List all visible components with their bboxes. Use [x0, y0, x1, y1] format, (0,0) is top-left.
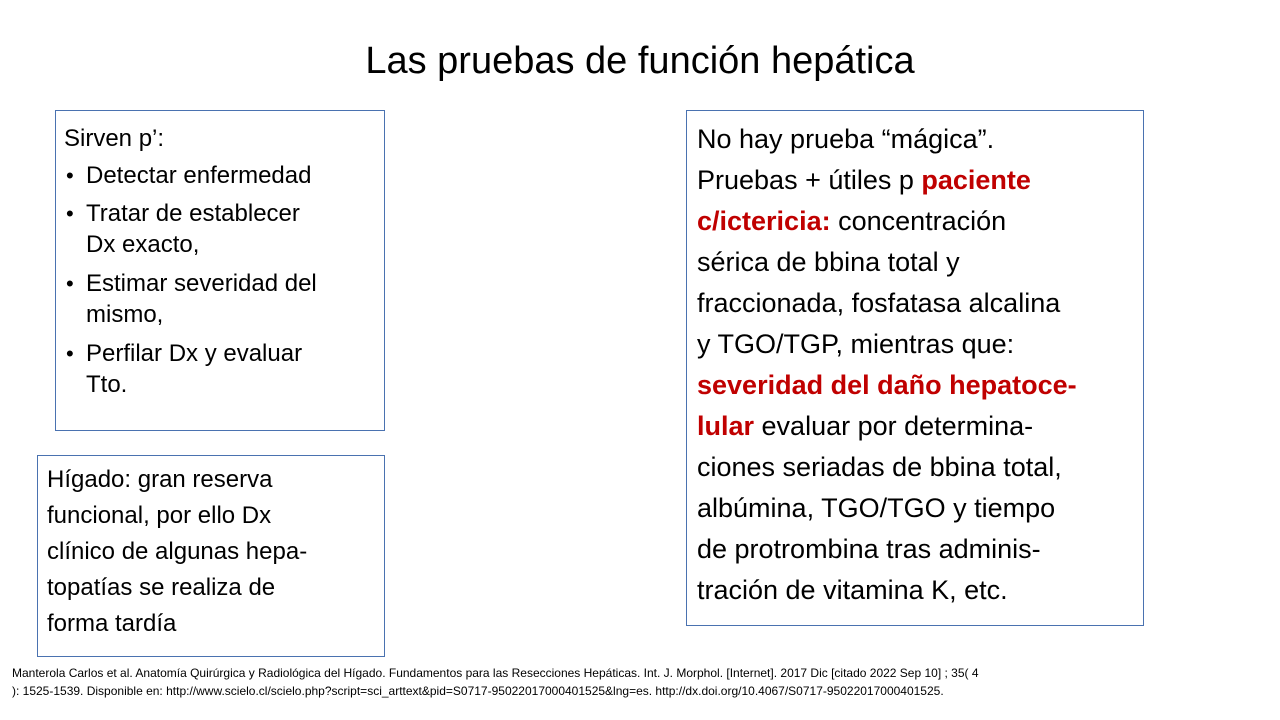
tests-line [697, 406, 1135, 447]
list-item [64, 265, 376, 331]
tests-text: concentración [830, 206, 1007, 236]
tests-line [697, 201, 1135, 242]
tests-line: albúmina, TGO/TGO y tiempo [697, 493, 1056, 523]
tests-line [697, 160, 1135, 201]
list-item-text-cont: Tto. [86, 371, 128, 398]
reference-line: Manterola Carlos et al. Anatomía Quirúrgica y Radiológica del Hígado. Fundamentos para las Resecciones Hepáticas. Int. J. Morphol. [Internet]. 2017 Dic [citado 2022 Sep 10] ; 35( 4 [12, 666, 979, 680]
bullet-icon: • [66, 271, 74, 296]
highlight-text: lular [697, 411, 755, 441]
uses-box [55, 110, 385, 431]
tests-box [686, 110, 1144, 626]
bullet-icon: • [66, 201, 74, 226]
tests-line: y TGO/TGP, mientras que: [697, 329, 1015, 359]
list-item-text: Perfilar Dx y evaluar [86, 340, 303, 367]
tests-line: No hay prueba “mágica”. [697, 124, 995, 154]
list-item-text: Detectar enfermedad [86, 162, 312, 189]
liver-line: topatías se realiza de [47, 574, 276, 601]
list-item [64, 195, 376, 261]
liver-reserve-box [37, 455, 385, 657]
tests-text: evaluar por determina- [754, 411, 1034, 441]
list-item-text: Tratar de establecer [86, 200, 300, 227]
liver-line: forma tardía [47, 610, 177, 637]
slide-title: Las pruebas de función hepática [365, 40, 915, 82]
tests-line: ciones seriadas de bbina total, [697, 452, 1062, 482]
list-item [64, 335, 376, 401]
tests-text: Pruebas + útiles p [697, 165, 922, 195]
highlight-text: c/ictericia: [697, 206, 831, 236]
tests-line [697, 365, 1135, 406]
tests-line: de protrombina tras adminis- [697, 534, 1041, 564]
list-item-text-cont: Dx exacto, [86, 231, 200, 258]
tests-line: tración de vitamina K, etc. [697, 575, 1008, 605]
tests-line: fraccionada, fosfatasa alcalina [697, 288, 1061, 318]
list-item-text-cont: mismo, [86, 301, 164, 328]
reference-citation [12, 664, 1272, 700]
uses-list [64, 157, 376, 401]
list-item [64, 157, 376, 195]
liver-line: funcional, por ello Dx [47, 502, 272, 529]
uses-intro: Sirven p’: [64, 125, 165, 152]
bullet-icon: • [66, 163, 74, 188]
liver-line: clínico de algunas hepa- [47, 538, 308, 565]
highlight-text: paciente [921, 165, 1031, 195]
list-item-text: Estimar severidad del [86, 270, 317, 297]
highlight-text: severidad del daño hepatoce- [697, 370, 1077, 400]
liver-line: Hígado: gran reserva [47, 466, 273, 493]
bullet-icon: • [66, 341, 74, 366]
tests-line: sérica de bbina total y [697, 247, 960, 277]
reference-line: ): 1525-1539. Disponible en: http://www.scielo.cl/scielo.php?script=sci_arttext&pid=S0717-95022017000401525&lng=es. http://dx.doi.org/10.4067/S0717-95022017000401525. [12, 684, 944, 698]
